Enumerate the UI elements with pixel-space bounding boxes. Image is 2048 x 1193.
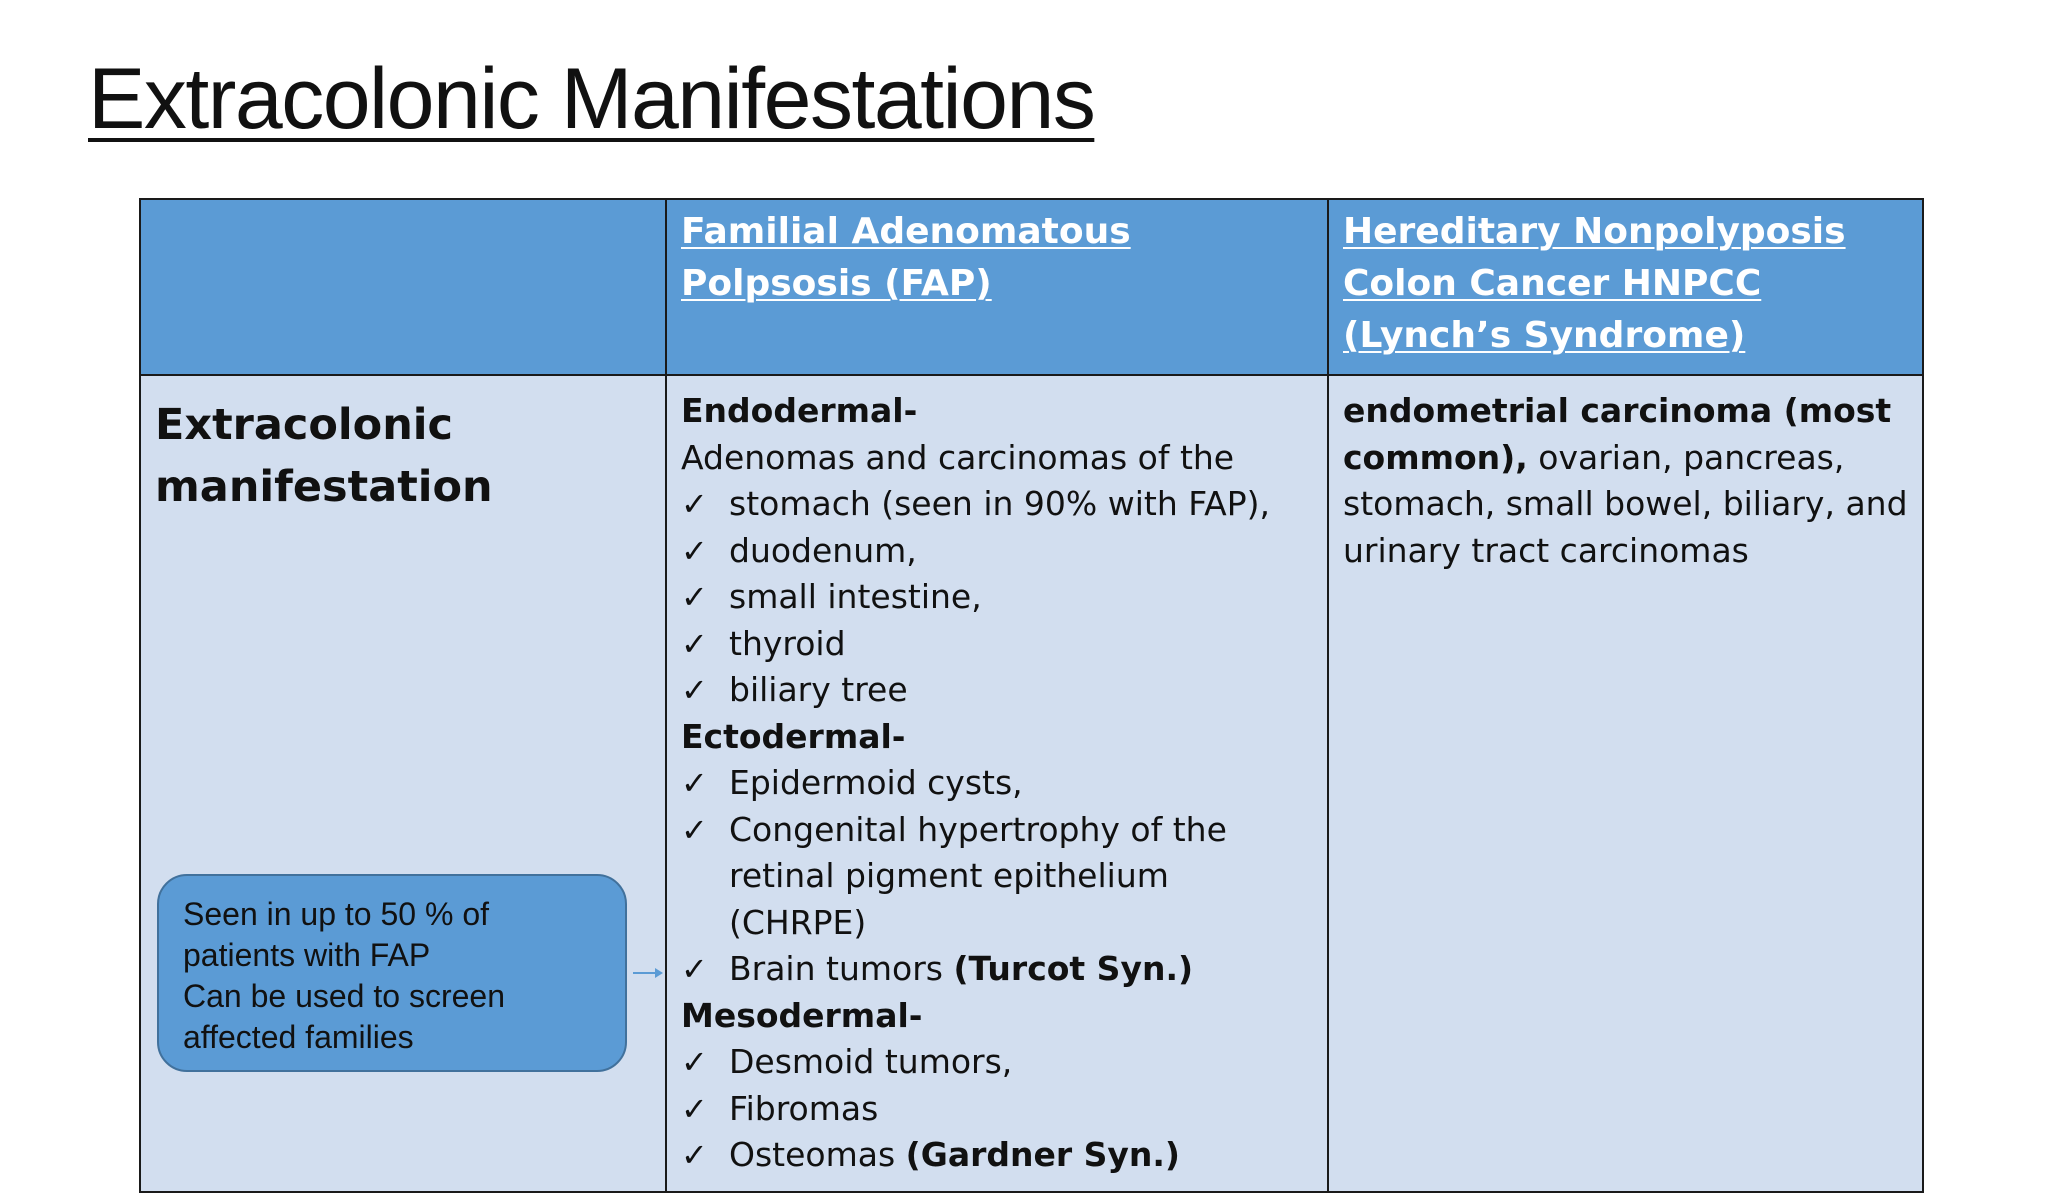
list-item-text: duodenum,	[729, 530, 917, 570]
list-item	[681, 667, 1313, 714]
list-item	[681, 528, 1313, 575]
hnpcc-bold-text: endometrial carcinoma (most common),	[1343, 391, 1892, 477]
list-item	[681, 1039, 1313, 1086]
ectodermal-heading: Ectodermal-	[681, 716, 906, 756]
header-fap-cell	[666, 199, 1328, 375]
checkmark-icon: ✓	[681, 578, 708, 616]
callout-box	[157, 874, 627, 1072]
manifestations-table-wrapper	[139, 198, 1922, 1174]
slide-title: Extracolonic Manifestations	[88, 51, 1095, 147]
header-fap-link[interactable]: Familial Adenomatous Polpsosis (FAP)	[681, 211, 1131, 304]
checkmark-icon: ✓	[681, 950, 708, 988]
list-item-text: Epidermoid cysts,	[729, 763, 1023, 802]
checkmark-icon: ✓	[681, 671, 708, 709]
arrow-right-icon	[633, 966, 663, 980]
checkmark-icon: ✓	[681, 1136, 708, 1174]
list-item-text: Desmoid tumors,	[729, 1042, 1013, 1081]
list-item-text: Osteomas	[729, 1135, 906, 1174]
ectodermal-list	[681, 760, 1313, 993]
list-item	[681, 946, 1313, 993]
table-row	[140, 375, 1923, 1192]
checkmark-icon: ✓	[681, 1089, 708, 1128]
list-item-text: thyroid	[729, 623, 846, 663]
list-item	[681, 1132, 1313, 1179]
table-header-row	[140, 199, 1923, 375]
mesodermal-list	[681, 1039, 1313, 1179]
row-label-cell	[140, 375, 666, 1192]
list-item-text: stomach (seen in 90% with FAP),	[729, 484, 1271, 523]
list-item-text: Fibromas	[729, 1088, 879, 1128]
callout-line: affected families	[183, 1019, 414, 1055]
list-item	[681, 574, 1313, 621]
endodermal-list	[681, 481, 1313, 714]
list-item	[681, 481, 1313, 528]
checkmark-icon: ✓	[681, 764, 708, 802]
hnpcc-text: ovarian, pancreas, stomach, small bowel, biliary, and urinary tract carcinomas	[1343, 437, 1908, 570]
header-empty-cell	[140, 199, 666, 375]
endodermal-intro: Adenomas and carcinomas of the	[681, 437, 1235, 477]
list-item-text: Brain tumors	[729, 949, 954, 988]
checkmark-icon: ✓	[681, 1043, 708, 1081]
gardner-note: (Gardner Syn.)	[905, 1135, 1181, 1174]
callout-line: Seen in up to 50 % of	[183, 896, 489, 932]
callout-line: Can be used to screen	[183, 978, 505, 1014]
header-hnpcc-link[interactable]: Hereditary Nonpolyposis Colon Cancer HNPCC (Lynch’s Syndrome)	[1343, 211, 1846, 356]
checkmark-icon: ✓	[681, 485, 708, 523]
row-label: Extracolonic manifestation	[155, 400, 493, 512]
checkmark-icon: ✓	[681, 810, 708, 849]
turcot-note: (Turcot Syn.)	[953, 949, 1194, 988]
checkmark-icon: ✓	[681, 624, 708, 663]
header-hnpcc-cell	[1328, 199, 1923, 375]
list-item-text: biliary tree	[729, 670, 908, 709]
list-item	[681, 1086, 1313, 1133]
endodermal-heading: Endodermal-	[681, 391, 918, 430]
fap-cell	[666, 375, 1328, 1192]
checkmark-icon: ✓	[681, 531, 708, 570]
list-item-text: Congenital hypertrophy of the retinal pigment epithelium (CHRPE)	[729, 809, 1227, 942]
list-item-text: small intestine,	[729, 577, 982, 616]
list-item	[681, 760, 1313, 807]
callout-line: patients with FAP	[183, 937, 431, 973]
hnpcc-cell	[1328, 375, 1923, 1192]
list-item	[681, 807, 1313, 947]
manifestations-table	[139, 198, 1924, 1193]
mesodermal-heading: Mesodermal-	[681, 995, 923, 1035]
list-item	[681, 621, 1313, 668]
